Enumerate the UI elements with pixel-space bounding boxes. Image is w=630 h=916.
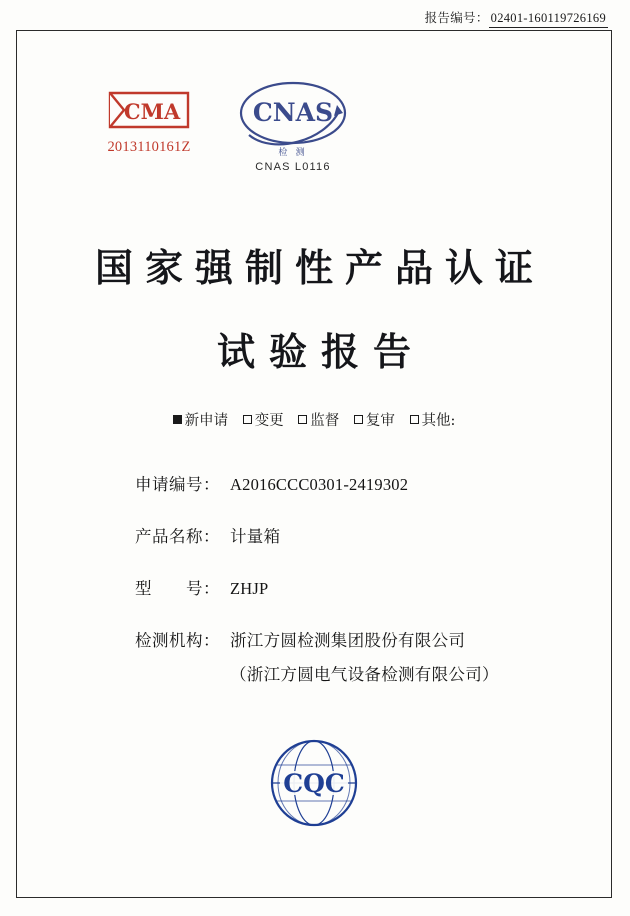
report-type-checkboxes [17,409,611,430]
checkbox-icon[interactable] [354,415,363,424]
svg-text:CMA: CMA [123,99,181,124]
cnas-id: CNAS L0116 [255,161,331,173]
field-value-secondary: （浙江方圆电气设备检测有限公司） [230,665,499,684]
field-value: A2016CCC0301-2419302 [230,475,409,494]
accreditation-marks [17,89,611,209]
field-value: 计量箱 [230,527,281,546]
field-label: 检测机构： [135,631,220,650]
field-label: 产品名称： [135,527,220,546]
field-label: 型 号： [135,579,220,598]
report-number [425,8,608,28]
report-type-option-1[interactable] [243,409,284,430]
document-title-line1: 国家强制性产品认证 [94,245,545,290]
field-value-group [230,627,499,685]
report-field-list [135,471,555,713]
document-title-line2: 试验报告 [216,329,425,374]
report-type-label-3: 复审 [365,413,395,429]
field-label: 申请编号： [135,475,220,494]
report-type-option-2[interactable] [298,409,339,430]
checkbox-icon[interactable] [410,415,419,424]
cqc-icon [268,737,360,829]
report-type-label-0: 新申请 [184,413,229,429]
cma-mark-block [79,89,219,156]
report-type-option-4[interactable] [410,409,456,430]
report-type-label-4: 其他: [421,413,456,429]
svg-text:CQC: CQC [283,769,345,798]
report-type-label-1: 变更 [254,413,284,429]
cma-icon [106,89,192,131]
checkbox-icon[interactable] [173,415,182,424]
report-type-label-2: 监督 [310,413,340,429]
report-type-option-0[interactable] [173,409,229,430]
checkbox-icon[interactable] [298,415,307,424]
svg-text:CNAS: CNAS [252,98,334,127]
field-application-number [135,471,555,495]
field-testing-organization [135,627,555,685]
cnas-mark-block [213,77,373,173]
page-border-frame [16,30,612,898]
cnas-subtitle: 检 测 [278,147,308,157]
cnas-icon [233,77,353,155]
field-model [135,575,555,599]
field-value: 浙江方圆检测集团股份有限公司 [230,631,466,650]
report-type-option-3[interactable] [354,409,395,430]
field-product-name [135,523,555,547]
report-number-value: 02401-160119726169 [489,11,608,28]
report-number-label: 报告编号： [424,11,489,25]
checkbox-icon[interactable] [243,415,252,424]
field-value: ZHJP [230,579,269,598]
cqc-seal [17,737,611,834]
cma-code: 2013110161Z [107,139,191,155]
